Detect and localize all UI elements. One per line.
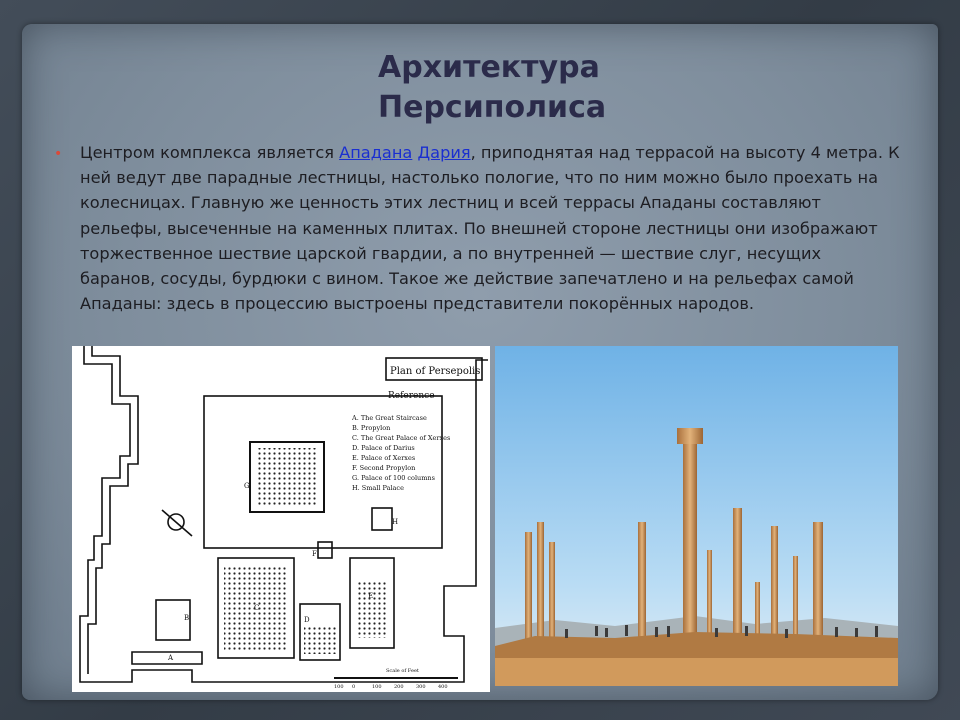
svg-text:C: C	[254, 604, 260, 612]
scale-tick: 100	[334, 684, 344, 690]
column-grid-4	[304, 626, 336, 654]
bullet-icon: •	[54, 146, 63, 162]
link-apadana[interactable]: Ападана	[339, 143, 413, 162]
scale-tick: 0	[352, 684, 356, 690]
small-palace-h	[372, 508, 392, 530]
text-before: Центром комплекса является	[80, 143, 340, 162]
terrace-foreground	[495, 658, 898, 686]
terrace-wall-inner	[88, 346, 138, 674]
svg-text:G: G	[244, 482, 250, 490]
photo-drawing	[495, 346, 898, 686]
text-after: , приподнятая над террасой на высоту 4 метра. К ней ведут две парадные лестницы, настолько пологие, что по ним можно было проехать на колесницах. Главную же ценность этих лестниц и всей террасы Ападаны составляют рельефы, высеченные на каменных плитах. По внешней стороне лестницы они изображают торжественное шествие царской гвардии, а по внутренней — шествие слуг, несущих баранов, сосуды, бурдюки с вином. Такое же действие запечатлено и на рельефах самой Ападаны: здесь в процессию выстроены представители покорённых народов.	[80, 143, 900, 314]
scale-tick: 200	[394, 684, 404, 690]
reference-item: C. The Great Palace of Xerxes	[352, 434, 451, 442]
reference-item: F. Second Propylon	[352, 464, 416, 472]
reference-heading: Reference	[388, 391, 435, 401]
reference-item: G. Palace of 100 columns	[352, 474, 435, 482]
title-line-1: Архитектура	[378, 50, 600, 85]
reference-item: B. Propylon	[352, 424, 391, 432]
scale-tick: 100	[372, 684, 382, 690]
plan-of-persepolis-image	[72, 346, 490, 692]
slide-title	[378, 48, 798, 128]
svg-text:E: E	[368, 592, 374, 600]
column-grid-3	[356, 582, 388, 638]
reference-item: A. The Great Staircase	[352, 414, 427, 422]
scale-tick: 400	[438, 684, 448, 690]
svg-text:A: A	[168, 654, 174, 662]
reference-item: H. Small Palace	[352, 484, 404, 492]
great-staircase-a	[132, 652, 202, 664]
link-darius[interactable]: Дария	[417, 143, 471, 162]
scale-tick: 300	[416, 684, 426, 690]
reference-item: D. Palace of Darius	[352, 444, 415, 452]
svg-text:B: B	[184, 614, 190, 622]
reference-item: E. Palace of Xerxes	[352, 454, 416, 462]
title-line-2: Персиполиса	[378, 90, 607, 125]
scale-label: Scale of Feet	[386, 668, 419, 674]
svg-text:D: D	[304, 616, 310, 624]
body-paragraph	[80, 140, 900, 316]
persepolis-columns-photo	[495, 346, 898, 686]
column-grid	[256, 448, 318, 506]
plan-drawing	[72, 346, 490, 692]
svg-text:H: H	[392, 518, 399, 526]
svg-text:F: F	[312, 550, 317, 558]
plan-title: Plan of Persepolis	[390, 366, 481, 377]
second-propylon-f	[318, 542, 332, 558]
